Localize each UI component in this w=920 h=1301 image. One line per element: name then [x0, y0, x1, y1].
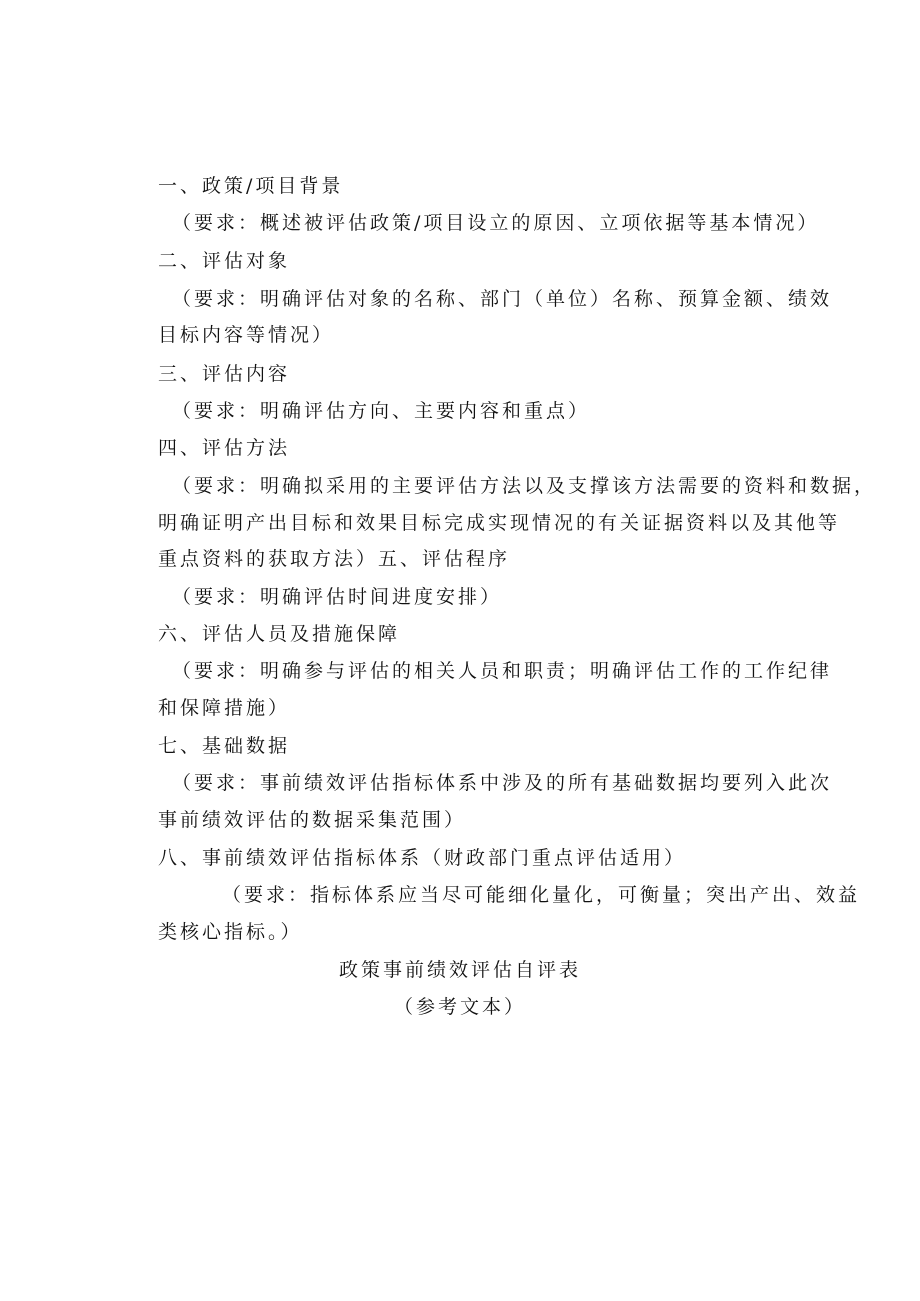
section-5-requirement: （要求：明确评估时间进度安排） — [172, 586, 503, 608]
section-1-heading: 一、政策/项目背景 — [158, 175, 344, 197]
section-6-heading: 六、评估人员及措施保障 — [158, 623, 401, 645]
section-2-requirement-line-2: 目标内容等情况） — [158, 324, 335, 346]
section-7-requirement-line-1: （要求：事前绩效评估指标体系中涉及的所有基础数据均要列入此次 — [172, 772, 833, 794]
section-3-requirement: （要求：明确评估方向、主要内容和重点） — [172, 400, 591, 422]
section-7-requirement-line-2: 事前绩效评估的数据采集范围） — [158, 809, 467, 831]
section-4-requirement-line-2: 明确证明产出目标和效果目标完成实现情况的有关证据资料以及其他等 — [158, 512, 841, 534]
section-1-requirement: （要求：概述被评估政策/项目设立的原因、立项依据等基本情况） — [172, 212, 820, 234]
section-8-heading: 八、事前绩效评估指标体系（财政部门重点评估适用） — [158, 847, 687, 869]
section-4-requirement-line-1: （要求：明确拟采用的主要评估方法以及支撑该方法需要的资料和数据， — [172, 475, 877, 497]
section-6-requirement-line-1: （要求：明确参与评估的相关人员和职责；明确评估工作的工作纪律 — [172, 660, 833, 682]
section-8-requirement-line-2: 类核心指标。） — [158, 921, 303, 943]
section-3-heading: 三、评估内容 — [158, 363, 291, 385]
section-4-requirement-line-3: 重点资料的获取方法）五、评估程序 — [158, 548, 511, 570]
form-title: 政策事前绩效评估自评表 — [338, 959, 581, 981]
section-8-requirement-line-1: （要求：指标体系应当尽可能细化量化，可衡量；突出产出、效益 — [222, 884, 861, 906]
section-7-heading: 七、基础数据 — [158, 735, 291, 757]
form-subtitle: （参考文本） — [393, 996, 526, 1018]
section-6-requirement-line-2: 和保障措施） — [158, 697, 291, 719]
section-2-requirement-line-1: （要求：明确评估对象的名称、部门（单位）名称、预算金额、绩效 — [172, 288, 833, 310]
section-4-heading: 四、评估方法 — [158, 437, 291, 459]
section-2-heading: 二、评估对象 — [158, 250, 291, 272]
